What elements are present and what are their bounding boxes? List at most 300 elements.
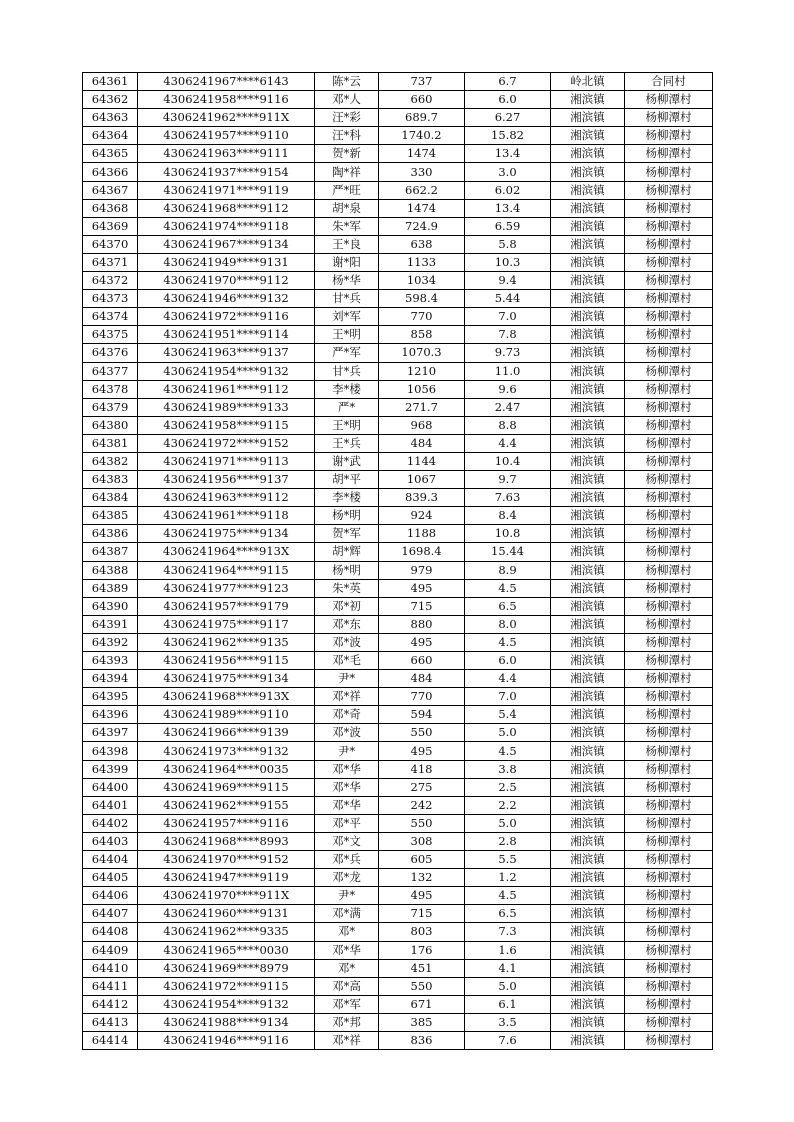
name-cell: 严*军 [315, 344, 379, 362]
name-cell: 尹* [315, 887, 379, 905]
area-cell: 3.8 [465, 760, 551, 778]
area-cell: 10.4 [465, 452, 551, 470]
id-number-cell: 4306241968****9112 [138, 199, 315, 217]
serial-number-cell: 64370 [83, 235, 138, 253]
id-number-cell: 4306241957****9110 [138, 127, 315, 145]
amount-cell: 638 [379, 235, 465, 253]
id-number-cell: 4306241967****6143 [138, 73, 315, 91]
id-number-cell: 4306241975****9134 [138, 525, 315, 543]
village-cell: 杨柳潭村 [625, 272, 713, 290]
town-cell: 湘滨镇 [551, 814, 625, 832]
town-cell: 湘滨镇 [551, 995, 625, 1013]
serial-number-cell: 64403 [83, 832, 138, 850]
amount-cell: 550 [379, 814, 465, 832]
area-cell: 5.0 [465, 724, 551, 742]
town-cell: 湘滨镇 [551, 163, 625, 181]
town-cell: 湘滨镇 [551, 724, 625, 742]
amount-cell: 770 [379, 308, 465, 326]
table-row [83, 923, 713, 941]
area-cell: 4.5 [465, 579, 551, 597]
area-cell: 3.0 [465, 163, 551, 181]
village-cell: 杨柳潭村 [625, 344, 713, 362]
id-number-cell: 4306241989****9110 [138, 706, 315, 724]
id-number-cell: 4306241970****911X [138, 887, 315, 905]
village-cell: 杨柳潭村 [625, 416, 713, 434]
id-number-cell: 4306241964****9115 [138, 561, 315, 579]
table-row [83, 995, 713, 1013]
village-cell: 杨柳潭村 [625, 91, 713, 109]
name-cell: 王*良 [315, 235, 379, 253]
id-number-cell: 4306241972****9116 [138, 308, 315, 326]
town-cell: 湘滨镇 [551, 959, 625, 977]
amount-cell: 1740.2 [379, 127, 465, 145]
village-cell: 杨柳潭村 [625, 670, 713, 688]
name-cell: 邓*波 [315, 633, 379, 651]
area-cell: 11.0 [465, 362, 551, 380]
area-cell: 4.5 [465, 742, 551, 760]
amount-cell: 550 [379, 724, 465, 742]
area-cell: 4.4 [465, 434, 551, 452]
name-cell: 邓* [315, 923, 379, 941]
table-row [83, 670, 713, 688]
table-row [83, 724, 713, 742]
town-cell: 湘滨镇 [551, 742, 625, 760]
name-cell: 陈*云 [315, 73, 379, 91]
area-cell: 5.4 [465, 706, 551, 724]
area-cell: 15.82 [465, 127, 551, 145]
id-number-cell: 4306241963****9111 [138, 145, 315, 163]
amount-cell: 1034 [379, 272, 465, 290]
amount-cell: 737 [379, 73, 465, 91]
name-cell: 邓*波 [315, 724, 379, 742]
village-cell: 杨柳潭村 [625, 308, 713, 326]
town-cell: 湘滨镇 [551, 217, 625, 235]
records-table [82, 72, 713, 1050]
id-number-cell: 4306241977****9123 [138, 579, 315, 597]
name-cell: 邓*平 [315, 814, 379, 832]
id-number-cell: 4306241970****9112 [138, 272, 315, 290]
serial-number-cell: 64410 [83, 959, 138, 977]
village-cell: 杨柳潭村 [625, 235, 713, 253]
table-row [83, 308, 713, 326]
name-cell: 邓*奇 [315, 706, 379, 724]
table-row [83, 181, 713, 199]
village-cell: 杨柳潭村 [625, 217, 713, 235]
serial-number-cell: 64378 [83, 380, 138, 398]
table-row [83, 688, 713, 706]
name-cell: 邓*龙 [315, 869, 379, 887]
town-cell: 湘滨镇 [551, 851, 625, 869]
table-row [83, 977, 713, 995]
area-cell: 9.6 [465, 380, 551, 398]
serial-number-cell: 64380 [83, 416, 138, 434]
serial-number-cell: 64402 [83, 814, 138, 832]
name-cell: 邓*东 [315, 615, 379, 633]
area-cell: 7.0 [465, 688, 551, 706]
table-row [83, 73, 713, 91]
serial-number-cell: 64383 [83, 471, 138, 489]
amount-cell: 836 [379, 1031, 465, 1049]
serial-number-cell: 64363 [83, 109, 138, 127]
name-cell: 尹* [315, 670, 379, 688]
name-cell: 邓*华 [315, 796, 379, 814]
area-cell: 6.5 [465, 597, 551, 615]
table-row [83, 851, 713, 869]
table-row [83, 832, 713, 850]
amount-cell: 1210 [379, 362, 465, 380]
serial-number-cell: 64411 [83, 977, 138, 995]
serial-number-cell: 64379 [83, 398, 138, 416]
amount-cell: 495 [379, 579, 465, 597]
town-cell: 湘滨镇 [551, 380, 625, 398]
amount-cell: 880 [379, 615, 465, 633]
table-row [83, 905, 713, 923]
serial-number-cell: 64376 [83, 344, 138, 362]
area-cell: 10.8 [465, 525, 551, 543]
table-row [83, 199, 713, 217]
serial-number-cell: 64414 [83, 1031, 138, 1049]
area-cell: 8.9 [465, 561, 551, 579]
amount-cell: 924 [379, 507, 465, 525]
table-row [83, 452, 713, 470]
village-cell: 杨柳潭村 [625, 1013, 713, 1031]
town-cell: 湘滨镇 [551, 398, 625, 416]
area-cell: 7.3 [465, 923, 551, 941]
id-number-cell: 4306241963****9112 [138, 489, 315, 507]
amount-cell: 770 [379, 688, 465, 706]
town-cell: 湘滨镇 [551, 760, 625, 778]
name-cell: 胡*辉 [315, 543, 379, 561]
name-cell: 邓*毛 [315, 652, 379, 670]
amount-cell: 330 [379, 163, 465, 181]
id-number-cell: 4306241966****9139 [138, 724, 315, 742]
serial-number-cell: 64396 [83, 706, 138, 724]
amount-cell: 660 [379, 652, 465, 670]
table-row [83, 796, 713, 814]
name-cell: 邓*祥 [315, 688, 379, 706]
name-cell: 李*楼 [315, 489, 379, 507]
area-cell: 5.0 [465, 814, 551, 832]
table-row [83, 561, 713, 579]
id-number-cell: 4306241970****9152 [138, 851, 315, 869]
town-cell: 湘滨镇 [551, 344, 625, 362]
table-row [83, 489, 713, 507]
area-cell: 4.4 [465, 670, 551, 688]
serial-number-cell: 64393 [83, 652, 138, 670]
amount-cell: 1474 [379, 145, 465, 163]
village-cell: 杨柳潭村 [625, 525, 713, 543]
id-number-cell: 4306241947****9119 [138, 869, 315, 887]
area-cell: 6.0 [465, 652, 551, 670]
serial-number-cell: 64385 [83, 507, 138, 525]
town-cell: 湘滨镇 [551, 543, 625, 561]
id-number-cell: 4306241988****9134 [138, 1013, 315, 1031]
amount-cell: 271.7 [379, 398, 465, 416]
amount-cell: 671 [379, 995, 465, 1013]
serial-number-cell: 64391 [83, 615, 138, 633]
serial-number-cell: 64367 [83, 181, 138, 199]
table-row [83, 742, 713, 760]
serial-number-cell: 64373 [83, 290, 138, 308]
town-cell: 湘滨镇 [551, 977, 625, 995]
amount-cell: 598.4 [379, 290, 465, 308]
area-cell: 5.5 [465, 851, 551, 869]
serial-number-cell: 64388 [83, 561, 138, 579]
town-cell: 湘滨镇 [551, 452, 625, 470]
name-cell: 邓*兵 [315, 851, 379, 869]
table-row [83, 272, 713, 290]
id-number-cell: 4306241972****9115 [138, 977, 315, 995]
town-cell: 湘滨镇 [551, 471, 625, 489]
name-cell: 胡*泉 [315, 199, 379, 217]
table-row [83, 380, 713, 398]
serial-number-cell: 64382 [83, 452, 138, 470]
id-number-cell: 4306241946****9116 [138, 1031, 315, 1049]
name-cell: 谢*阳 [315, 253, 379, 271]
name-cell: 王*明 [315, 326, 379, 344]
name-cell: 汪*彩 [315, 109, 379, 127]
id-number-cell: 4306241964****913X [138, 543, 315, 561]
area-cell: 6.0 [465, 91, 551, 109]
name-cell: 谢*武 [315, 452, 379, 470]
id-number-cell: 4306241961****9112 [138, 380, 315, 398]
name-cell: 汪*科 [315, 127, 379, 145]
name-cell: 刘*军 [315, 308, 379, 326]
amount-cell: 1070.3 [379, 344, 465, 362]
serial-number-cell: 64389 [83, 579, 138, 597]
serial-number-cell: 64404 [83, 851, 138, 869]
village-cell: 杨柳潭村 [625, 652, 713, 670]
serial-number-cell: 64390 [83, 597, 138, 615]
table-row [83, 434, 713, 452]
id-number-cell: 4306241962****9155 [138, 796, 315, 814]
table-row [83, 217, 713, 235]
table-row [83, 615, 713, 633]
village-cell: 杨柳潭村 [625, 905, 713, 923]
town-cell: 湘滨镇 [551, 109, 625, 127]
village-cell: 杨柳潭村 [625, 615, 713, 633]
id-number-cell: 4306241949****9131 [138, 253, 315, 271]
serial-number-cell: 64408 [83, 923, 138, 941]
table-row [83, 1013, 713, 1031]
town-cell: 湘滨镇 [551, 290, 625, 308]
area-cell: 6.1 [465, 995, 551, 1013]
serial-number-cell: 64374 [83, 308, 138, 326]
serial-number-cell: 64405 [83, 869, 138, 887]
town-cell: 湘滨镇 [551, 489, 625, 507]
village-cell: 杨柳潭村 [625, 163, 713, 181]
village-cell: 杨柳潭村 [625, 398, 713, 416]
table-row [83, 579, 713, 597]
id-number-cell: 4306241954****9132 [138, 362, 315, 380]
table-row [83, 235, 713, 253]
amount-cell: 1474 [379, 199, 465, 217]
area-cell: 9.73 [465, 344, 551, 362]
village-cell: 杨柳潭村 [625, 742, 713, 760]
serial-number-cell: 64400 [83, 778, 138, 796]
name-cell: 王*明 [315, 416, 379, 434]
town-cell: 岭北镇 [551, 73, 625, 91]
serial-number-cell: 64371 [83, 253, 138, 271]
table-row [83, 941, 713, 959]
table-row [83, 109, 713, 127]
name-cell: 甘*兵 [315, 362, 379, 380]
area-cell: 3.5 [465, 1013, 551, 1031]
serial-number-cell: 64387 [83, 543, 138, 561]
table-row [83, 760, 713, 778]
area-cell: 9.7 [465, 471, 551, 489]
area-cell: 9.4 [465, 272, 551, 290]
area-cell: 2.47 [465, 398, 551, 416]
town-cell: 湘滨镇 [551, 688, 625, 706]
town-cell: 湘滨镇 [551, 416, 625, 434]
town-cell: 湘滨镇 [551, 308, 625, 326]
table-row [83, 525, 713, 543]
town-cell: 湘滨镇 [551, 326, 625, 344]
village-cell: 杨柳潭村 [625, 959, 713, 977]
amount-cell: 979 [379, 561, 465, 579]
amount-cell: 689.7 [379, 109, 465, 127]
table-row [83, 1031, 713, 1049]
village-cell: 杨柳潭村 [625, 706, 713, 724]
village-cell: 杨柳潭村 [625, 814, 713, 832]
area-cell: 13.4 [465, 145, 551, 163]
area-cell: 6.59 [465, 217, 551, 235]
amount-cell: 1144 [379, 452, 465, 470]
id-number-cell: 4306241972****9152 [138, 434, 315, 452]
town-cell: 湘滨镇 [551, 272, 625, 290]
village-cell: 杨柳潭村 [625, 434, 713, 452]
amount-cell: 484 [379, 670, 465, 688]
area-cell: 2.2 [465, 796, 551, 814]
town-cell: 湘滨镇 [551, 181, 625, 199]
village-cell: 杨柳潭村 [625, 362, 713, 380]
area-cell: 7.8 [465, 326, 551, 344]
id-number-cell: 4306241954****9132 [138, 995, 315, 1013]
village-cell: 杨柳潭村 [625, 326, 713, 344]
amount-cell: 715 [379, 905, 465, 923]
table-row [83, 597, 713, 615]
village-cell: 杨柳潭村 [625, 290, 713, 308]
serial-number-cell: 64399 [83, 760, 138, 778]
amount-cell: 803 [379, 923, 465, 941]
serial-number-cell: 64368 [83, 199, 138, 217]
name-cell: 杨*华 [315, 272, 379, 290]
area-cell: 15.44 [465, 543, 551, 561]
area-cell: 7.63 [465, 489, 551, 507]
serial-number-cell: 64386 [83, 525, 138, 543]
id-number-cell: 4306241973****9132 [138, 742, 315, 760]
name-cell: 邓*高 [315, 977, 379, 995]
village-cell: 杨柳潭村 [625, 633, 713, 651]
id-number-cell: 4306241962****9335 [138, 923, 315, 941]
town-cell: 湘滨镇 [551, 706, 625, 724]
village-cell: 杨柳潭村 [625, 851, 713, 869]
amount-cell: 858 [379, 326, 465, 344]
amount-cell: 724.9 [379, 217, 465, 235]
id-number-cell: 4306241989****9133 [138, 398, 315, 416]
town-cell: 湘滨镇 [551, 652, 625, 670]
amount-cell: 242 [379, 796, 465, 814]
serial-number-cell: 64361 [83, 73, 138, 91]
serial-number-cell: 64362 [83, 91, 138, 109]
id-number-cell: 4306241951****9114 [138, 326, 315, 344]
area-cell: 10.3 [465, 253, 551, 271]
table-row [83, 290, 713, 308]
serial-number-cell: 64394 [83, 670, 138, 688]
name-cell: 邓*人 [315, 91, 379, 109]
village-cell: 杨柳潭村 [625, 127, 713, 145]
town-cell: 湘滨镇 [551, 507, 625, 525]
id-number-cell: 4306241963****9137 [138, 344, 315, 362]
name-cell: 尹* [315, 742, 379, 760]
area-cell: 6.27 [465, 109, 551, 127]
table-row [83, 543, 713, 561]
name-cell: 甘*兵 [315, 290, 379, 308]
table-row [83, 91, 713, 109]
town-cell: 湘滨镇 [551, 525, 625, 543]
area-cell: 7.6 [465, 1031, 551, 1049]
village-cell: 合同村 [625, 73, 713, 91]
name-cell: 邓*祥 [315, 1031, 379, 1049]
table-row [83, 127, 713, 145]
id-number-cell: 4306241969****8979 [138, 959, 315, 977]
amount-cell: 715 [379, 597, 465, 615]
area-cell: 8.4 [465, 507, 551, 525]
town-cell: 湘滨镇 [551, 561, 625, 579]
village-cell: 杨柳潭村 [625, 181, 713, 199]
name-cell: 邓*军 [315, 995, 379, 1013]
village-cell: 杨柳潭村 [625, 923, 713, 941]
town-cell: 湘滨镇 [551, 869, 625, 887]
serial-number-cell: 64384 [83, 489, 138, 507]
id-number-cell: 4306241967****9134 [138, 235, 315, 253]
serial-number-cell: 64369 [83, 217, 138, 235]
village-cell: 杨柳潭村 [625, 471, 713, 489]
amount-cell: 132 [379, 869, 465, 887]
area-cell: 8.0 [465, 615, 551, 633]
table-row [83, 814, 713, 832]
town-cell: 湘滨镇 [551, 127, 625, 145]
town-cell: 湘滨镇 [551, 597, 625, 615]
serial-number-cell: 64412 [83, 995, 138, 1013]
amount-cell: 1698.4 [379, 543, 465, 561]
table-row [83, 706, 713, 724]
amount-cell: 275 [379, 778, 465, 796]
village-cell: 杨柳潭村 [625, 597, 713, 615]
area-cell: 5.8 [465, 235, 551, 253]
amount-cell: 1188 [379, 525, 465, 543]
amount-cell: 495 [379, 887, 465, 905]
village-cell: 杨柳潭村 [625, 1031, 713, 1049]
area-cell: 4.5 [465, 633, 551, 651]
name-cell: 邓*文 [315, 832, 379, 850]
village-cell: 杨柳潭村 [625, 543, 713, 561]
name-cell: 贺*军 [315, 525, 379, 543]
amount-cell: 1067 [379, 471, 465, 489]
serial-number-cell: 64409 [83, 941, 138, 959]
id-number-cell: 4306241974****9118 [138, 217, 315, 235]
village-cell: 杨柳潭村 [625, 760, 713, 778]
name-cell: 胡*平 [315, 471, 379, 489]
name-cell: 邓*满 [315, 905, 379, 923]
id-number-cell: 4306241975****9117 [138, 615, 315, 633]
table-row [83, 163, 713, 181]
town-cell: 湘滨镇 [551, 362, 625, 380]
id-number-cell: 4306241957****9179 [138, 597, 315, 615]
village-cell: 杨柳潭村 [625, 579, 713, 597]
amount-cell: 176 [379, 941, 465, 959]
